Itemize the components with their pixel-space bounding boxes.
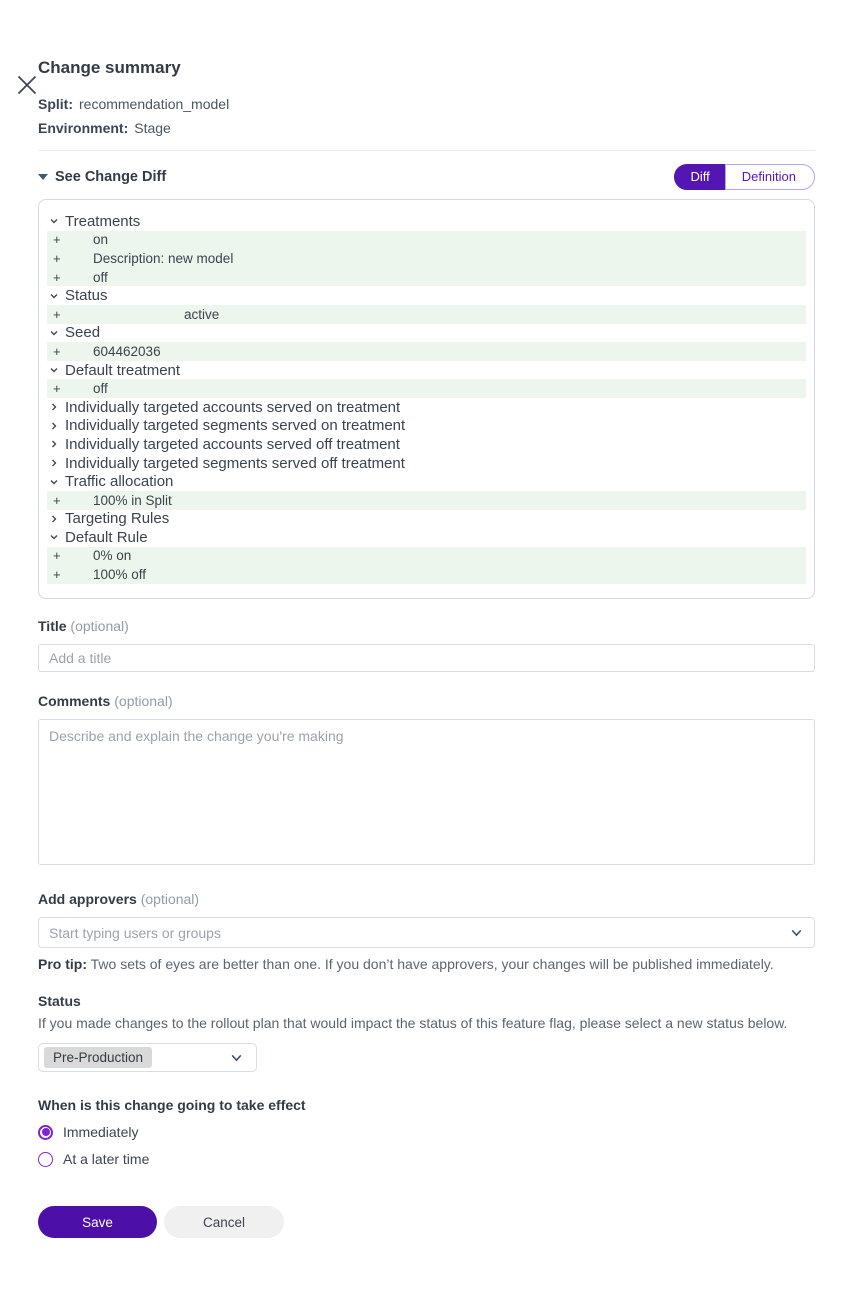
approvers-label-text: Add approvers — [38, 891, 137, 907]
diff-node-label: Default Rule — [65, 528, 148, 546]
diff-added-row — [47, 305, 806, 324]
chevron-right-icon — [48, 458, 60, 468]
change-diff-tree — [38, 199, 815, 599]
comments-label-text: Comments — [38, 693, 111, 709]
chevron-down-icon — [48, 532, 60, 542]
diff-plus-marker: + — [53, 548, 61, 564]
diff-added-row — [47, 268, 806, 287]
diff-added-value: 0% on — [93, 548, 132, 564]
diff-added-row — [47, 379, 806, 398]
cancel-button[interactable]: Cancel — [164, 1206, 284, 1238]
diff-plus-marker: + — [53, 567, 61, 583]
section-divider — [38, 150, 815, 151]
diff-plus-marker: + — [53, 269, 61, 285]
approvers-optional-text: (optional) — [140, 891, 200, 907]
radio-unselected-icon — [38, 1152, 53, 1167]
diff-node-individually-targeted-segments-served-off-treatment[interactable] — [47, 454, 806, 473]
radio-immediately[interactable] — [38, 1124, 815, 1140]
status-label: Status — [38, 993, 81, 1009]
chevron-down-icon — [48, 291, 60, 301]
title-input[interactable] — [38, 644, 815, 672]
split-meta-row — [38, 96, 815, 112]
title-label-text: Title — [38, 618, 67, 634]
see-change-diff-toggle[interactable] — [38, 169, 166, 185]
chevron-right-icon — [48, 439, 60, 449]
approvers-field-label — [38, 891, 815, 907]
chevron-down-icon — [48, 477, 60, 487]
page-title: Change summary — [38, 58, 181, 77]
environment-label: Environment: — [38, 120, 129, 136]
diff-node-label: Default treatment — [65, 361, 181, 379]
diff-added-row — [47, 249, 806, 268]
diff-plus-marker: + — [53, 232, 61, 248]
status-description: If you made changes to the rollout plan that would impact the status of this feature flag, please select a new status below. — [38, 1015, 788, 1031]
chevron-down-icon — [48, 365, 60, 375]
diff-added-value: 100% in Split — [93, 492, 172, 508]
diff-plus-marker: + — [53, 492, 61, 508]
diff-added-value: Description: new model — [93, 250, 234, 266]
environment-value: Stage — [134, 120, 171, 136]
diff-node-traffic-allocation[interactable] — [47, 472, 806, 491]
schedule-radio-group — [38, 1124, 815, 1167]
radio-label: Immediately — [63, 1124, 139, 1140]
diff-plus-marker: + — [53, 343, 61, 359]
approvers-placeholder: Start typing users or groups — [49, 924, 221, 941]
diff-added-row — [47, 231, 806, 250]
action-buttons — [38, 1206, 815, 1238]
diff-node-individually-targeted-accounts-served-on-treatment[interactable] — [47, 398, 806, 417]
title-field-label — [38, 618, 815, 634]
diff-added-row — [47, 491, 806, 510]
diff-added-row — [47, 565, 806, 584]
diff-added-value: active — [184, 306, 220, 322]
diff-added-value: off — [93, 269, 108, 285]
diff-node-individually-targeted-accounts-served-off-treatment[interactable] — [47, 435, 806, 454]
diff-added-value: off — [93, 381, 108, 397]
diff-plus-marker: + — [53, 250, 61, 266]
chevron-right-icon — [48, 514, 60, 524]
diff-node-individually-targeted-segments-served-on-treatment[interactable] — [47, 417, 806, 436]
split-label: Split: — [38, 96, 73, 112]
chevron-down-icon — [229, 1050, 244, 1065]
split-value: recommendation_model — [79, 96, 230, 112]
tab-definition[interactable]: Definition — [725, 164, 815, 190]
schedule-label: When is this change going to take effect — [38, 1097, 306, 1113]
radio-at-a-later-time[interactable] — [38, 1151, 815, 1167]
diff-node-label: Traffic allocation — [65, 473, 174, 491]
diff-node-treatments[interactable] — [47, 212, 806, 231]
change-summary-panel — [0, 58, 851, 1238]
diff-node-seed[interactable] — [47, 324, 806, 343]
diff-added-value: 100% off — [93, 567, 147, 583]
pro-tip-text: Two sets of eyes are better than one. If you don’t have approvers, your changes will be published immediately. — [90, 956, 774, 972]
diff-node-targeting-rules[interactable] — [47, 510, 806, 529]
diff-plus-marker: + — [53, 306, 61, 322]
close-icon-glyph — [16, 74, 38, 96]
comments-textarea[interactable] — [38, 719, 815, 865]
diff-node-default-rule[interactable] — [47, 528, 806, 547]
chevron-down-icon — [48, 328, 60, 338]
chevron-down-icon — [789, 925, 804, 940]
chevron-down-icon — [48, 216, 60, 226]
diff-node-label: Treatments — [65, 212, 141, 230]
status-select[interactable] — [38, 1043, 257, 1072]
diff-node-default-treatment[interactable] — [47, 361, 806, 380]
diff-node-label: Seed — [65, 324, 101, 342]
approvers-select[interactable] — [38, 917, 815, 948]
diff-node-label: Individually targeted accounts served on treatment — [65, 398, 401, 416]
diff-added-value: on — [93, 232, 109, 248]
diff-node-label: Individually targeted segments served on treatment — [65, 417, 406, 435]
environment-meta-row — [38, 120, 815, 136]
diff-node-label: Status — [65, 287, 108, 305]
diff-header — [38, 164, 815, 190]
chevron-right-icon — [48, 421, 60, 431]
diff-node-status[interactable] — [47, 286, 806, 305]
diff-definition-toggle — [674, 164, 815, 190]
diff-node-label: Targeting Rules — [65, 510, 170, 528]
comments-optional-text: (optional) — [114, 693, 173, 709]
see-change-diff-label: See Change Diff — [55, 169, 167, 185]
diff-plus-marker: + — [53, 381, 61, 397]
diff-node-label: Individually targeted accounts served off treatment — [65, 435, 400, 453]
diff-added-row — [47, 547, 806, 566]
diff-node-label: Individually targeted segments served off treatment — [65, 454, 405, 472]
pro-tip — [38, 956, 815, 973]
title-optional-text: (optional) — [70, 618, 129, 634]
save-button[interactable]: Save — [38, 1206, 157, 1238]
tab-diff[interactable]: Diff — [674, 164, 725, 190]
comments-field-label — [38, 693, 815, 709]
pro-tip-label: Pro tip: — [38, 956, 87, 972]
collapse-triangle-icon — [38, 174, 48, 180]
chevron-right-icon — [48, 402, 60, 412]
radio-label: At a later time — [63, 1151, 150, 1167]
diff-added-row — [47, 342, 806, 361]
diff-added-value: 604462036 — [93, 343, 161, 359]
close-icon[interactable] — [15, 73, 39, 97]
radio-selected-icon — [38, 1125, 53, 1140]
status-selected-chip: Pre-Production — [44, 1047, 152, 1068]
